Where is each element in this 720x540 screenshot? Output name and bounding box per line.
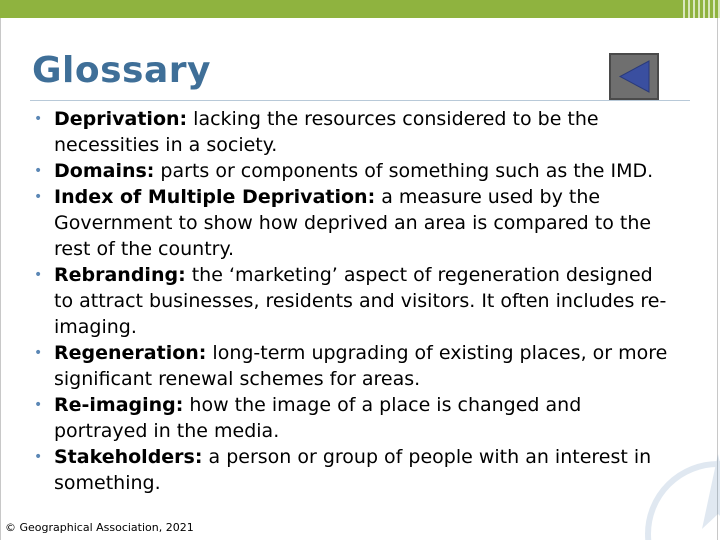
glossary-term: Rebranding: (54, 264, 186, 286)
bullet-icon: • (34, 345, 43, 361)
glossary-term: Re-imaging: (54, 394, 184, 416)
glossary-definition: long-term upgrading of existing places, or more significant renewal schemes for areas. (54, 342, 668, 390)
glossary-definition: a measure used by the Government to show how deprived an area is compared to the rest of the country. (54, 186, 652, 260)
bullet-icon: • (34, 449, 43, 465)
glossary-item-re-imaging (34, 392, 674, 444)
glossary-definition: a person or group of people with an interest in something. (54, 446, 652, 494)
glossary-term: Domains: (54, 160, 155, 182)
page-title: Glossary (32, 50, 211, 91)
bullet-icon: • (34, 111, 43, 127)
glossary-term: Index of Multiple Deprivation: (54, 186, 376, 208)
glossary-term: Deprivation: (54, 108, 188, 130)
glossary-definition: parts or components of something such as the IMD. (154, 160, 654, 182)
glossary-term: Regeneration: (54, 342, 207, 364)
glossary-term: Stakeholders: (54, 446, 203, 468)
glossary-item-rebranding (34, 262, 674, 340)
glossary-item-deprivation (34, 106, 674, 158)
bullet-icon: • (34, 267, 43, 283)
glossary-definition: how the image of a place is changed and portrayed in the media. (54, 394, 582, 442)
glossary-item-domains (34, 158, 674, 184)
glossary-list (34, 106, 674, 496)
glossary-item-regeneration (34, 340, 674, 392)
glossary-item-stakeholders (34, 444, 674, 496)
top-accent-bar (0, 0, 720, 18)
title-divider (30, 100, 690, 101)
bullet-icon: • (34, 397, 43, 413)
glossary-definition: lacking the resources considered to be the necessities in a society. (54, 108, 599, 156)
bullet-icon: • (34, 189, 43, 205)
glossary-item-imd (34, 184, 674, 262)
back-button[interactable] (609, 53, 659, 100)
top-stripes-decoration (680, 0, 720, 18)
triangle-left-icon (611, 55, 657, 98)
glossary-definition: the ‘marketing’ aspect of regeneration designed to attract businesses, residents and visitors. It often includes re-imaging. (54, 264, 667, 338)
copyright-footer: © Geographical Association, 2021 (5, 521, 194, 534)
bullet-icon: • (34, 163, 43, 179)
